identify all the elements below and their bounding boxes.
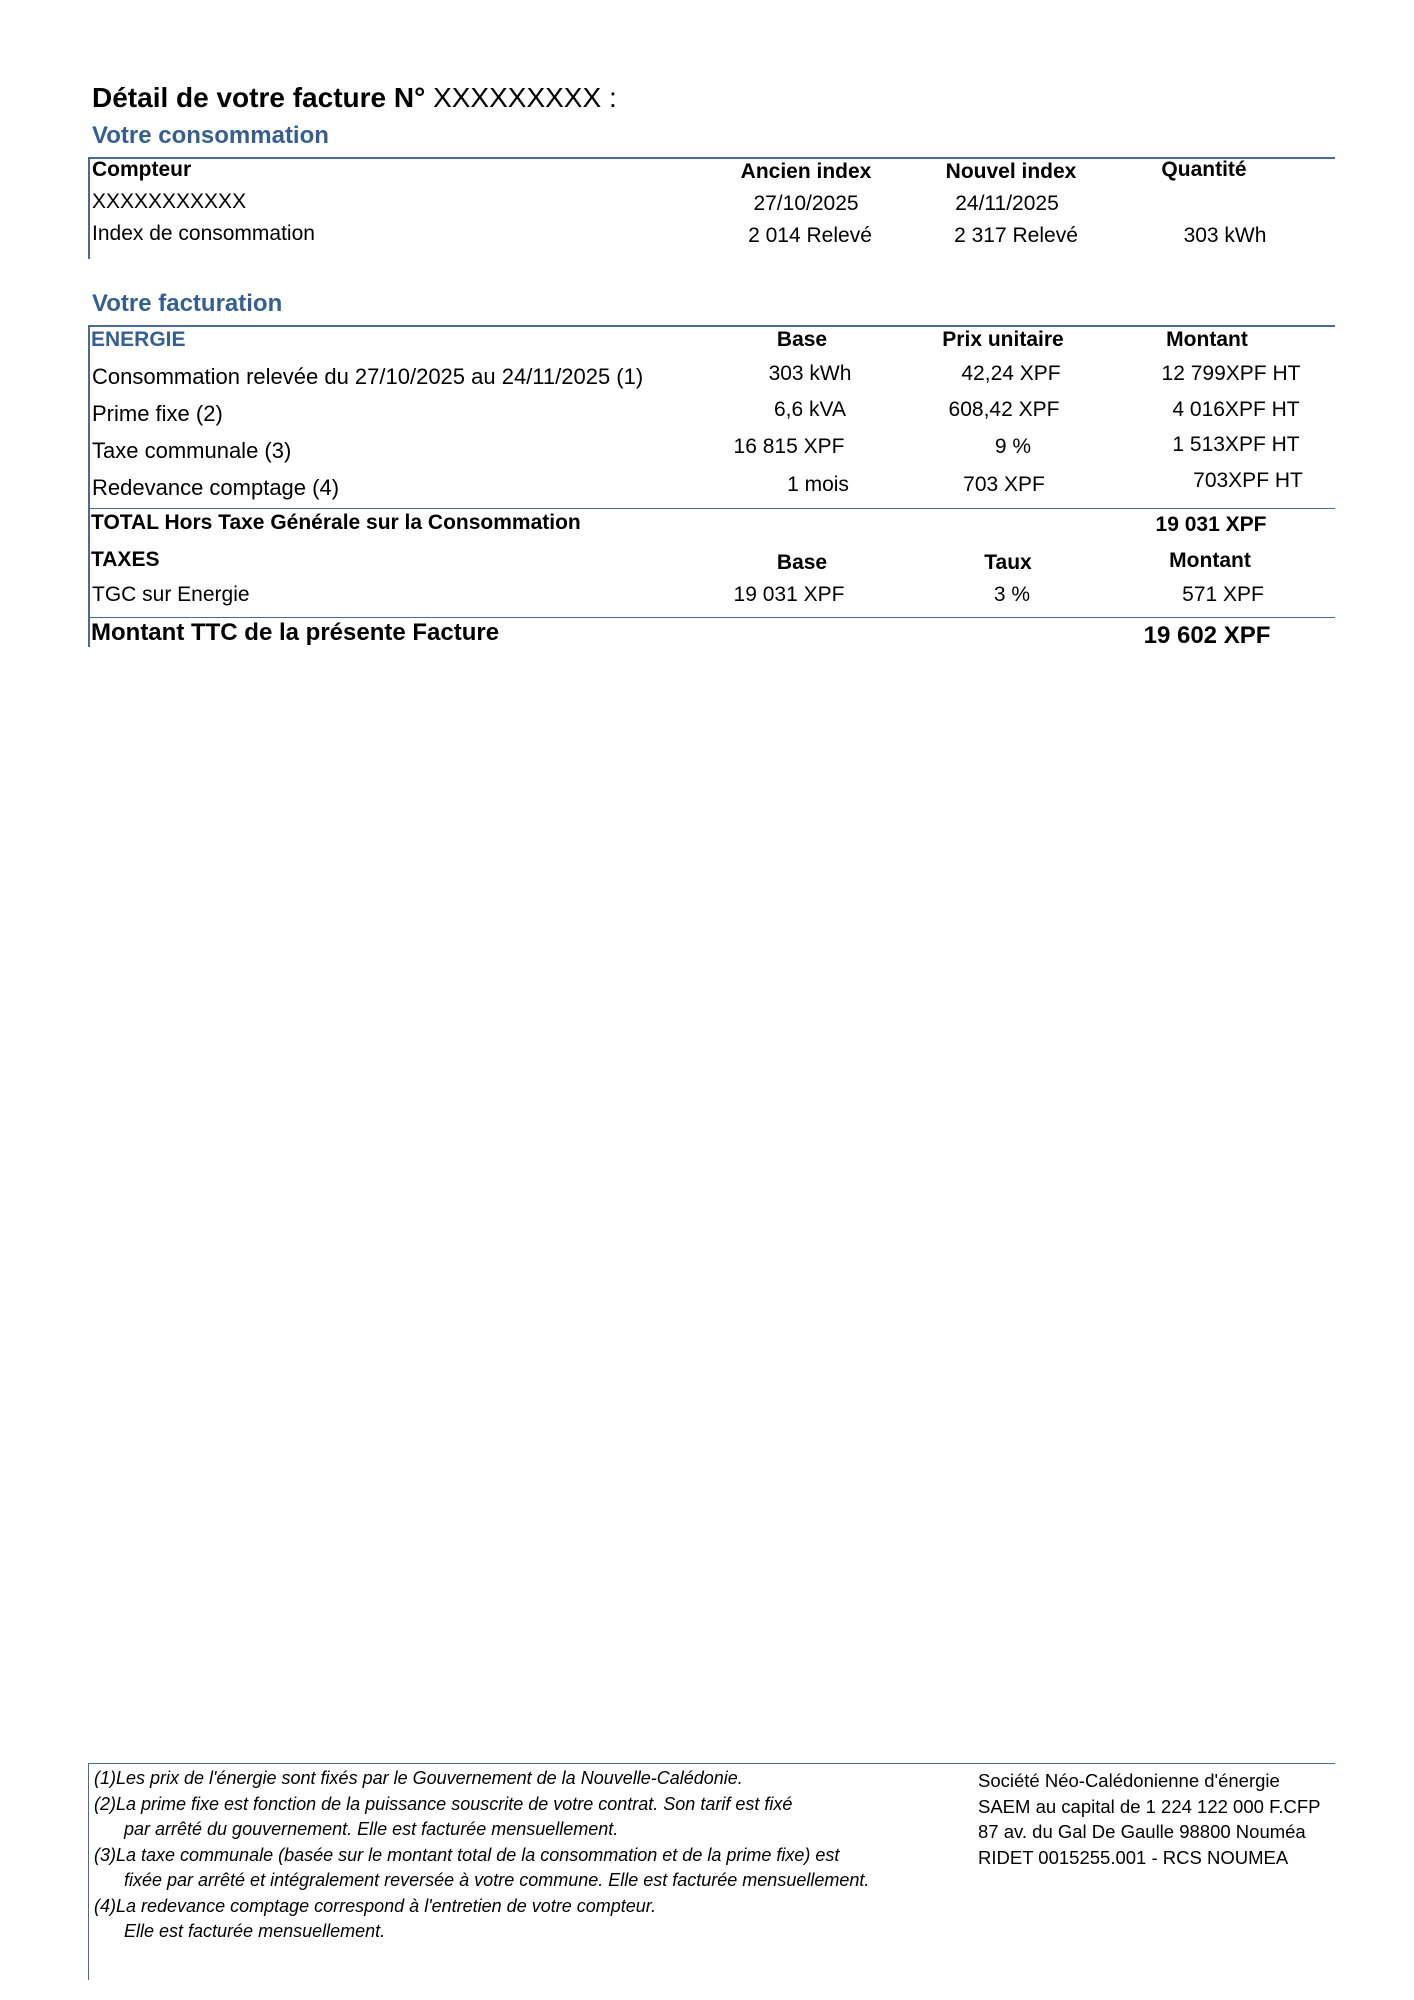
col-nouvel-index: Nouvel index	[945, 160, 1077, 183]
line-item-base: 16 815 XPF	[733, 435, 845, 458]
line-item-label: Consommation relevée du 27/10/2025 au 24/11/2025 (1)	[92, 364, 644, 389]
consommation-section-title: Votre consommation	[92, 122, 329, 149]
line-item-montant: 12 799XPF HT	[1161, 362, 1301, 385]
line-item-prix: 9 %	[994, 435, 1032, 458]
company-name: Société Néo-Calédonienne d'énergie	[978, 1770, 1280, 1791]
col-prix-unitaire: Prix unitaire	[942, 328, 1064, 351]
nouvel-value: 2 317 Relevé	[954, 224, 1078, 247]
total-ttc-rule	[88, 617, 1335, 618]
company-info	[978, 1768, 1320, 1870]
company-address: 87 av. du Gal De Gaulle 98800 Nouméa	[978, 1821, 1306, 1842]
line-item-base: 1 mois	[787, 473, 849, 496]
invoice-title-label: Détail de votre facture N°	[92, 82, 426, 113]
line-item-montant: 1 513XPF HT	[1172, 433, 1300, 456]
col-ancien-index: Ancien index	[740, 160, 872, 183]
line-item-montant: 4 016XPF HT	[1172, 398, 1300, 421]
col-base: Base	[776, 328, 828, 351]
footnote-3: (3)La taxe communale (basée sur le montant total de la consommation et de la prime fixe) est	[94, 1844, 840, 1865]
total-ttc-value: 19 602 XPF	[1143, 622, 1271, 649]
total-ht-rule	[88, 508, 1335, 509]
tgc-taux: 3 %	[993, 583, 1031, 606]
ancien-date: 27/10/2025	[753, 192, 859, 215]
line-item-base: 303 kWh	[768, 362, 852, 385]
facturation-top-rule	[88, 325, 1335, 327]
index-label: Index de consommation	[92, 222, 315, 245]
meter-id: XXXXXXXXXXX	[92, 190, 247, 213]
footnote-2: (2)La prime fixe est fonction de la puissance souscrite de votre contrat. Son tarif est fixé	[94, 1793, 793, 1814]
taxes-col-taux: Taux	[984, 551, 1032, 574]
company-ridet: RIDET 0015255.001 - RCS NOUMEA	[978, 1846, 1289, 1868]
line-item-prix: 608,42 XPF	[948, 398, 1060, 421]
taxes-label: TAXES	[91, 548, 160, 571]
tgc-label: TGC sur Energie	[92, 583, 250, 606]
facturation-left-rule	[88, 325, 90, 647]
taxes-col-base: Base	[776, 551, 828, 574]
total-ttc-label: Montant TTC de la présente Facture	[91, 619, 500, 646]
total-ht-value: 19 031 XPF	[1155, 513, 1267, 536]
facturation-section-title: Votre facturation	[92, 290, 283, 317]
line-item-label: Taxe communale (3)	[92, 438, 292, 463]
nouvel-date: 24/11/2025	[955, 192, 1059, 215]
footnote-2-cont: par arrêté du gouvernement. Elle est facturée mensuellement.	[124, 1819, 619, 1839]
line-item-base: 6,6 kVA	[774, 398, 846, 421]
invoice-title	[92, 82, 617, 114]
footnote-3-cont: fixée par arrêté et intégralement reversée à votre commune. Elle est facturée mensuellement.	[124, 1870, 870, 1890]
footnote-4-cont: Elle est facturée mensuellement.	[124, 1921, 386, 1941]
total-ht-label: TOTAL Hors Taxe Générale sur la Consommation	[91, 511, 581, 534]
consommation-top-rule	[88, 157, 1335, 159]
col-montant: Montant	[1166, 328, 1248, 351]
line-item-prix: 42,24 XPF	[961, 362, 1061, 385]
footnote-4: (4)La redevance comptage correspond à l'entretien de votre compteur.	[94, 1895, 657, 1916]
line-item-label: Prime fixe (2)	[92, 401, 223, 426]
footnote-1: (1)Les prix de l'énergie sont fixés par le Gouvernement de la Nouvelle-Calédonie.	[94, 1768, 743, 1788]
company-capital: SAEM au capital de 1 224 122 000 F.CFP	[978, 1795, 1321, 1817]
consommation-left-rule	[88, 157, 90, 259]
tgc-montant: 571 XPF	[1182, 583, 1264, 606]
footnotes	[94, 1766, 869, 1945]
footer-left-rule	[88, 1763, 89, 1980]
line-item-label: Redevance comptage (4)	[92, 475, 340, 500]
ancien-value: 2 014 Relevé	[748, 224, 872, 247]
line-item-prix: 703 XPF	[963, 473, 1045, 496]
col-quantite: Quantité	[1161, 158, 1247, 181]
energie-label: ENERGIE	[91, 328, 186, 351]
taxes-col-montant: Montant	[1169, 549, 1251, 572]
quantite-value: 303 kWh	[1183, 224, 1267, 247]
col-compteur: Compteur	[92, 158, 192, 181]
tgc-base: 19 031 XPF	[733, 583, 845, 606]
footer-top-rule	[88, 1763, 1335, 1764]
invoice-number: XXXXXXXXX :	[433, 82, 617, 113]
line-item-montant: 703XPF HT	[1193, 469, 1303, 492]
